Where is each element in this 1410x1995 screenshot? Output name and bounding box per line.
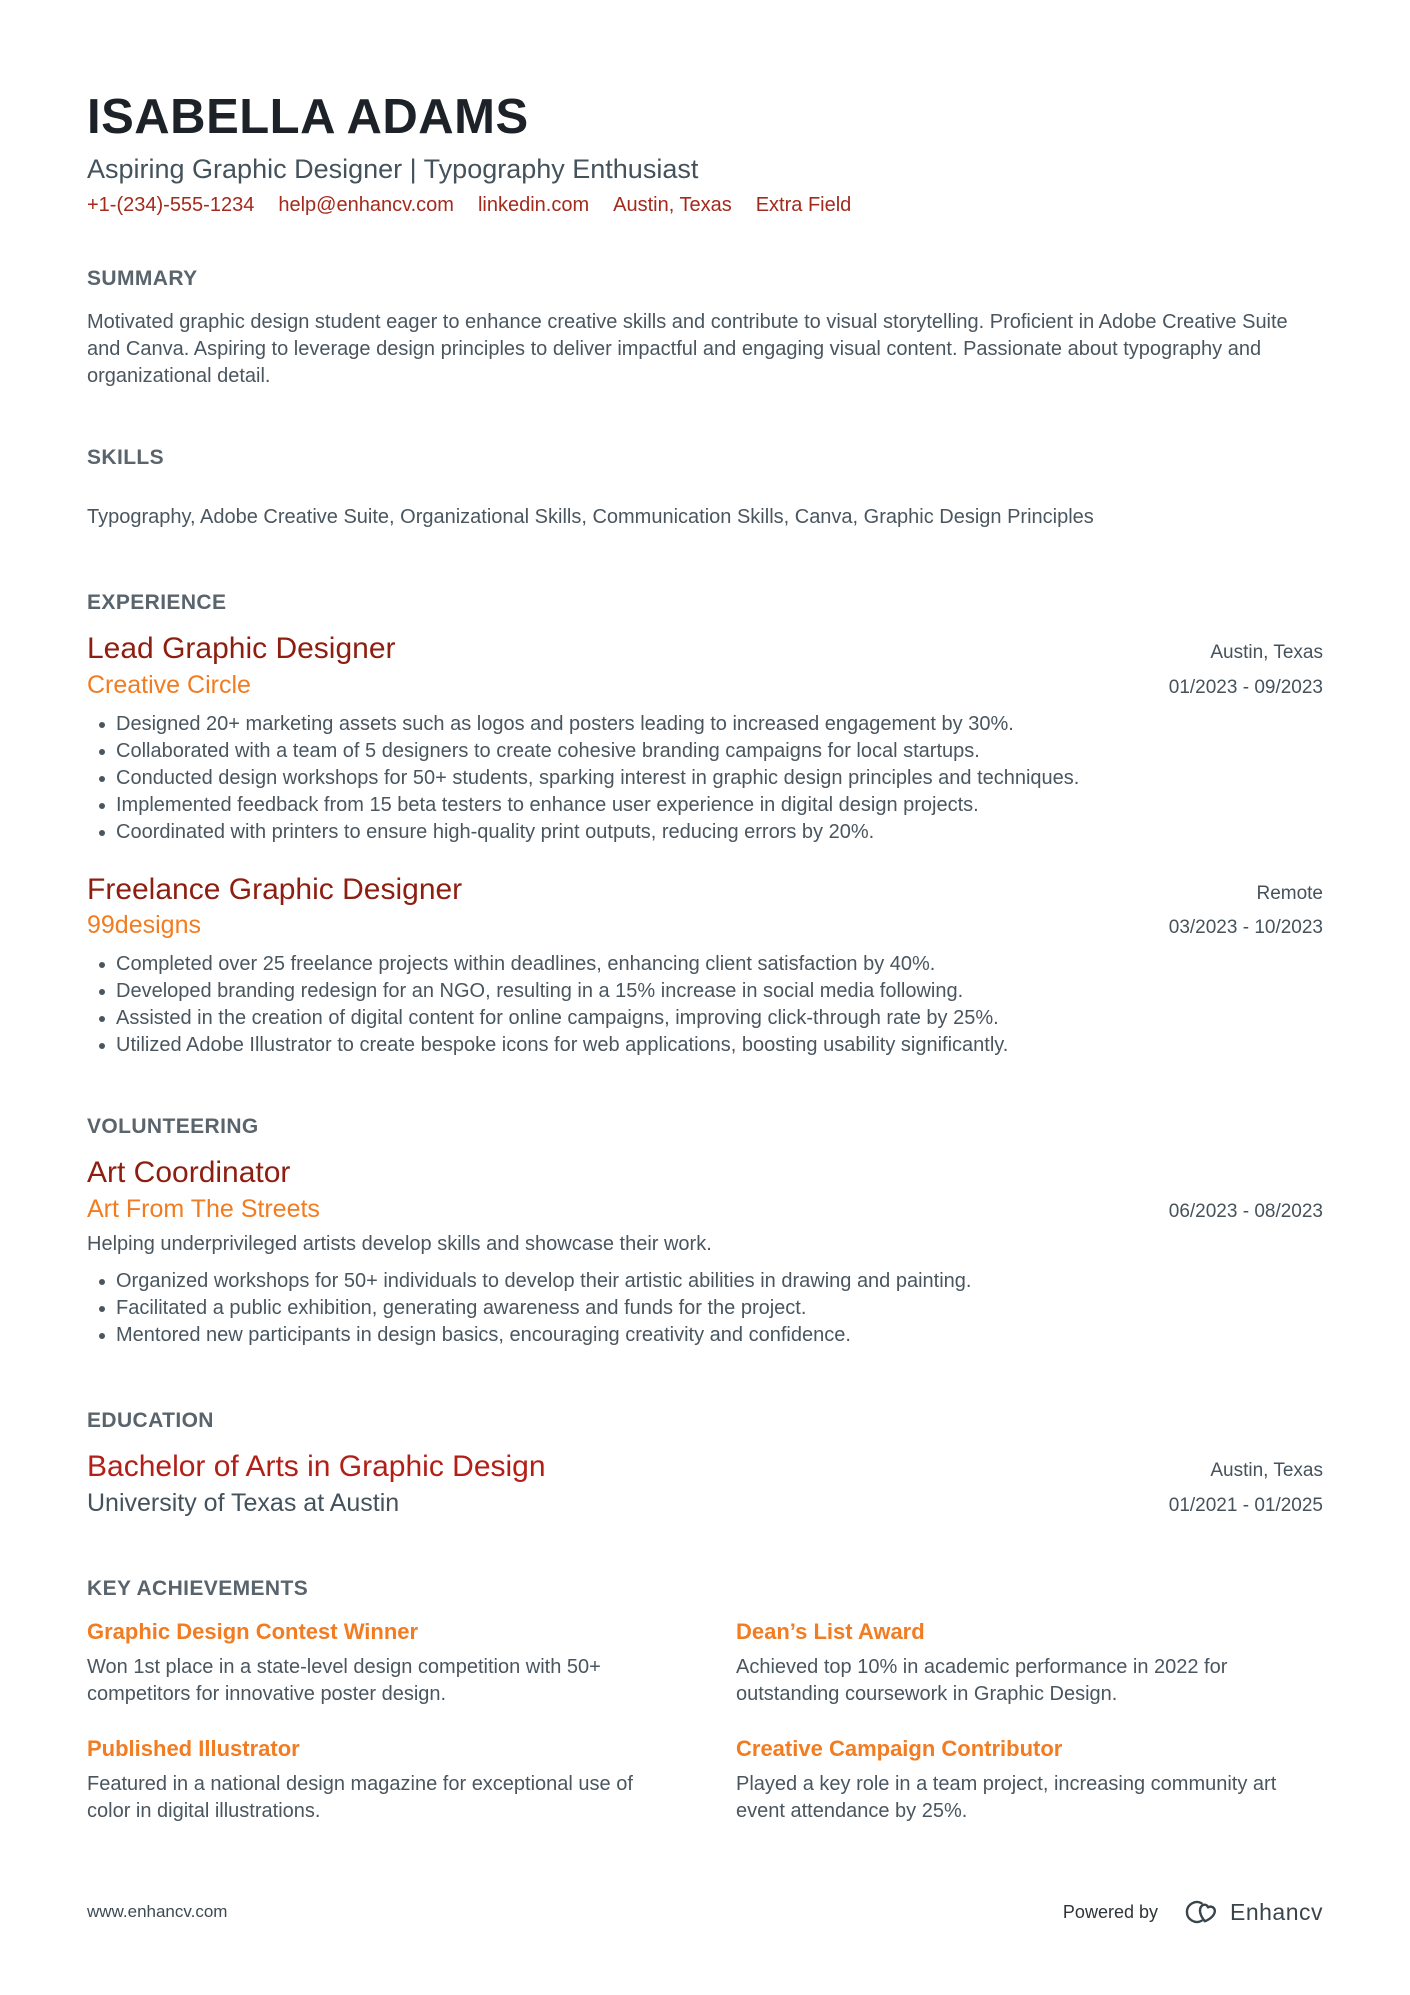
role-title: Art Coordinator xyxy=(87,1156,291,1190)
job-bullet: Coordinated with printers to ensure high-quality print outputs, reducing errors by 20%. xyxy=(87,819,1323,846)
skills-list: Typography, Adobe Creative Suite, Organizational Skills, Communication Skills, Canva, Graphic Design Principles xyxy=(87,506,1094,529)
company-name: Creative Circle xyxy=(87,670,251,699)
achievement-item xyxy=(736,1619,1323,1708)
job-dates: 01/2023 - 09/2023 xyxy=(1168,676,1323,698)
linkedin-link[interactable]: linkedin.com xyxy=(477,194,590,217)
achievement-item xyxy=(87,1619,674,1708)
achievement-description: Played a key role in a team project, increasing community art event attendance by 25%. xyxy=(736,1773,1277,1823)
job-bullet: Collaborated with a team of 5 designers to create cohesive branding campaigns for local startups. xyxy=(87,738,1323,765)
job-dates: 03/2023 - 10/2023 xyxy=(1168,917,1323,939)
resume-header xyxy=(87,92,1323,217)
powered-by-block xyxy=(1063,1895,1323,1929)
headline: Aspiring Graphic Designer | Typography Enthusiast xyxy=(87,153,699,184)
education-heading: EDUCATION xyxy=(87,1408,214,1432)
job-bullet: Designed 20+ marketing assets such as logos and posters leading to increased engagement by 30%. xyxy=(87,711,1323,738)
achievements-section xyxy=(87,1577,1323,1825)
role-bullet: Mentored new participants in design basics, encouraging creativity and confidence. xyxy=(87,1322,1323,1349)
experience-heading: EXPERIENCE xyxy=(87,591,227,615)
enhancv-logo-icon xyxy=(1174,1895,1220,1929)
achievement-item xyxy=(736,1736,1323,1825)
degree-title: Bachelor of Arts in Graphic Design xyxy=(87,1449,546,1483)
role-bullet-list xyxy=(87,1268,1323,1349)
role-bullet: Organized workshops for 50+ individuals to develop their artistic abilities in drawing and painting. xyxy=(87,1268,1323,1295)
achievements-grid xyxy=(87,1619,1323,1825)
website-link[interactable]: www.enhancv.com xyxy=(87,1902,228,1921)
enhancv-brand[interactable] xyxy=(1174,1895,1323,1929)
job-bullet: Completed over 25 freelance projects within deadlines, enhancing client satisfaction by 40%. xyxy=(87,951,1323,978)
job-bullet-list xyxy=(87,711,1323,846)
achievement-title: Graphic Design Contest Winner xyxy=(87,1619,419,1645)
person-name: ISABELLA ADAMS xyxy=(87,90,529,144)
school-name: University of Texas at Austin xyxy=(87,1488,400,1517)
job-title: Lead Graphic Designer xyxy=(87,632,396,666)
education-entry xyxy=(87,1449,1323,1520)
email-link[interactable]: help@enhancv.com xyxy=(278,194,454,217)
job-bullet: Assisted in the creation of digital content for online campaigns, improving click-through rate by 25%. xyxy=(87,1005,1323,1032)
location-text: Austin, Texas xyxy=(613,194,732,217)
achievement-item xyxy=(87,1736,674,1825)
contact-row xyxy=(87,194,1323,217)
achievement-description: Achieved top 10% in academic performance in 2022 for outstanding coursework in Graphic Design. xyxy=(736,1656,1228,1706)
achievements-heading: KEY ACHIEVEMENTS xyxy=(87,1577,309,1601)
achievement-title: Published Illustrator xyxy=(87,1736,300,1762)
extra-field-text: Extra Field xyxy=(755,194,852,217)
role-dates: 06/2023 - 08/2023 xyxy=(1168,1200,1323,1222)
achievement-description: Featured in a national design magazine for exceptional use of color in digital illustrations. xyxy=(87,1773,633,1823)
skills-section xyxy=(87,446,1323,531)
enhancv-brand-name: Enhancv xyxy=(1229,1898,1323,1925)
page-footer xyxy=(87,1895,1323,1929)
job-bullet: Developed branding redesign for an NGO, resulting in a 15% increase in social media following. xyxy=(87,978,1323,1005)
education-location: Austin, Texas xyxy=(1210,1459,1323,1481)
role-bullet: Facilitated a public exhibition, generating awareness and funds for the project. xyxy=(87,1295,1323,1322)
job-bullet: Conducted design workshops for 50+ students, sparking interest in graphic design principles and techniques. xyxy=(87,765,1323,792)
experience-entry xyxy=(87,872,1323,1059)
education-section xyxy=(87,1409,1323,1520)
job-location: Austin, Texas xyxy=(1210,642,1323,664)
experience-section xyxy=(87,591,1323,1059)
role-description: Helping underprivileged artists develop skills and showcase their work. xyxy=(87,1232,712,1255)
summary-text: Motivated graphic design student eager to enhance creative skills and contribute to visual storytelling. Proficient in Adobe Creative Suite and Canva. Aspiring to leverage design principles to deliver impactful and engaging visual content. Passionate about typography and organizational detail. xyxy=(87,311,1288,388)
phone-number: +1-(234)-555-1234 xyxy=(87,194,255,217)
education-dates: 01/2021 - 01/2025 xyxy=(1168,1494,1323,1516)
job-bullet-list xyxy=(87,951,1323,1059)
job-bullet: Utilized Adobe Illustrator to create bespoke icons for web applications, boosting usability significantly. xyxy=(87,1032,1323,1059)
achievement-description: Won 1st place in a state-level design competition with 50+ competitors for innovative poster design. xyxy=(87,1656,601,1706)
summary-heading: SUMMARY xyxy=(87,267,198,291)
company-name: 99designs xyxy=(87,911,201,940)
job-title: Freelance Graphic Designer xyxy=(87,872,463,906)
volunteering-heading: VOLUNTEERING xyxy=(87,1115,259,1139)
volunteering-section xyxy=(87,1115,1323,1348)
achievement-title: Creative Campaign Contributor xyxy=(736,1736,1063,1762)
experience-entry xyxy=(87,631,1323,845)
job-location: Remote xyxy=(1256,882,1323,904)
organization-name: Art From The Streets xyxy=(87,1194,320,1223)
skills-heading: SKILLS xyxy=(87,446,165,470)
volunteering-entry xyxy=(87,1155,1323,1348)
summary-section xyxy=(87,267,1323,390)
job-bullet: Implemented feedback from 15 beta testers to enhance user experience in digital design projects. xyxy=(87,792,1323,819)
achievement-title: Dean’s List Award xyxy=(736,1619,925,1645)
powered-by-label: Powered by xyxy=(1062,1901,1158,1922)
